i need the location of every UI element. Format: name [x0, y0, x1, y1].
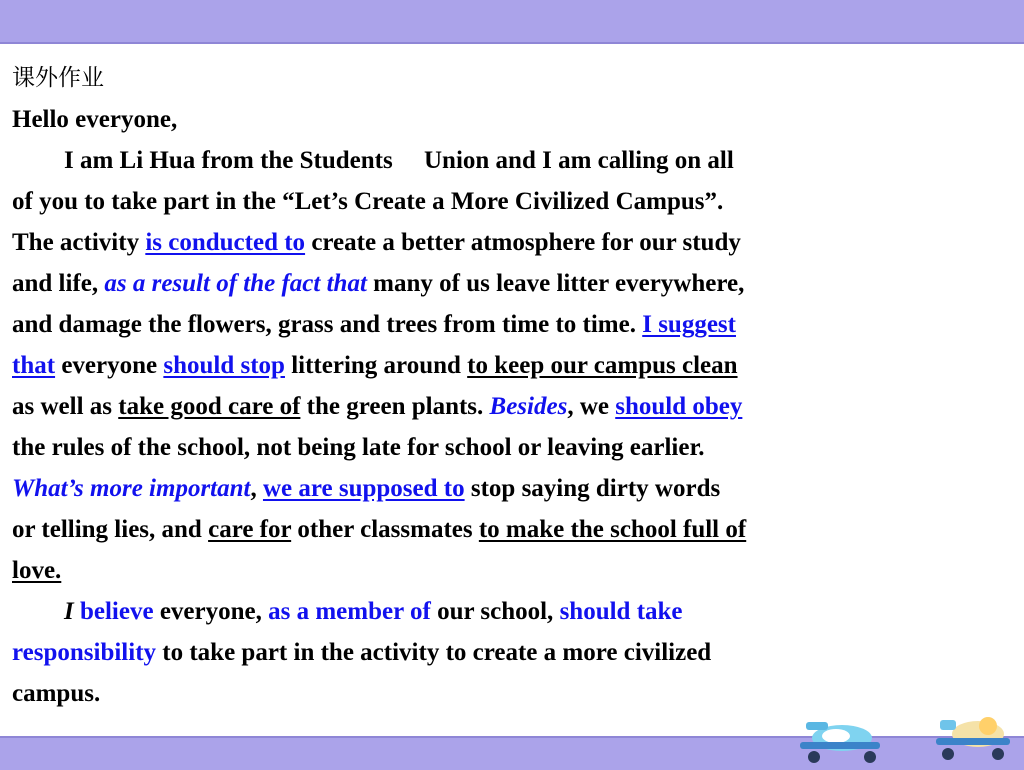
underlined-phrase: as a result of the fact that	[104, 270, 367, 297]
underlined-phrase: should stop	[163, 352, 285, 379]
highlighted-phrase: I	[64, 598, 74, 625]
toy-plane-icon	[930, 708, 1020, 766]
text-run: of you to take part in the “Let’s Create a More Civilized Campus”.	[12, 188, 724, 215]
paragraph-line	[12, 427, 1016, 468]
text-run: our school,	[430, 598, 560, 625]
text-run: many of us leave litter everywhere,	[366, 270, 745, 297]
underlined-phrase: to make the school full of	[478, 516, 747, 543]
text-run: to take part in the activity to create a more civilized	[156, 639, 712, 666]
text-run: other classmates	[291, 516, 479, 543]
text-run: and damage the flowers, grass and trees from time to time.	[12, 311, 643, 338]
underlined-phrase: responsibility	[12, 639, 157, 666]
underlined-phrase: I suggest	[642, 311, 736, 338]
paragraph-line	[12, 591, 1016, 632]
paragraph-line	[12, 673, 1016, 714]
paragraph-line	[12, 304, 1016, 345]
paragraph-line	[12, 181, 1016, 222]
text-run: littering around	[284, 352, 468, 379]
underlined-phrase: love.	[12, 557, 62, 584]
underlined-phrase: care for	[208, 516, 292, 543]
underlined-phrase: should take	[559, 598, 683, 625]
underlined-phrase: What’s more important	[12, 475, 251, 502]
paragraph	[12, 140, 1016, 714]
paragraph-line	[12, 550, 1016, 591]
paragraph-line	[12, 386, 1016, 427]
underlined-phrase: that	[12, 352, 56, 379]
paragraph-line	[12, 140, 1016, 181]
underlined-phrase: to keep our campus clean	[467, 352, 738, 379]
paragraph-line	[12, 345, 1016, 386]
underlined-phrase: take good care of	[118, 393, 301, 420]
text-run: stop saying dirty words	[464, 475, 721, 502]
underlined-phrase: is conducted to	[145, 229, 306, 256]
text-run: I am Li Hua from the Students Union and I am calling on all	[64, 147, 734, 174]
text-run: The activity	[12, 229, 146, 256]
paragraph-line	[12, 263, 1016, 304]
text-run: ,	[250, 475, 263, 502]
slide-title: 课外作业	[12, 65, 104, 91]
top-banner	[0, 0, 1024, 44]
underlined-phrase: believe	[73, 598, 154, 625]
text-run: create a better atmosphere for our study	[305, 229, 741, 256]
underlined-phrase: should obey	[615, 393, 743, 420]
text-run: , we	[567, 393, 616, 420]
text-run: campus.	[12, 680, 101, 707]
underlined-phrase: as a member of	[268, 598, 431, 625]
underlined-phrase: Besides	[489, 393, 568, 420]
paragraph-line	[12, 222, 1016, 263]
text-run: everyone,	[153, 598, 269, 625]
text-run: and life,	[12, 270, 105, 297]
text-run: as well as	[12, 393, 119, 420]
paragraph-line	[12, 632, 1016, 673]
paragraph-line	[12, 468, 1016, 509]
text-run: the rules of the school, not being late for school or leaving earlier.	[12, 434, 705, 461]
paragraph-line	[12, 509, 1016, 550]
underlined-phrase: we are supposed to	[262, 475, 465, 502]
greeting-line: Hello everyone,	[12, 106, 178, 133]
toy-plane-icon	[796, 712, 892, 768]
slide-body	[12, 58, 1016, 714]
text-run: the green plants.	[300, 393, 490, 420]
text-run: everyone	[55, 352, 164, 379]
text-run: or telling lies, and	[12, 516, 209, 543]
